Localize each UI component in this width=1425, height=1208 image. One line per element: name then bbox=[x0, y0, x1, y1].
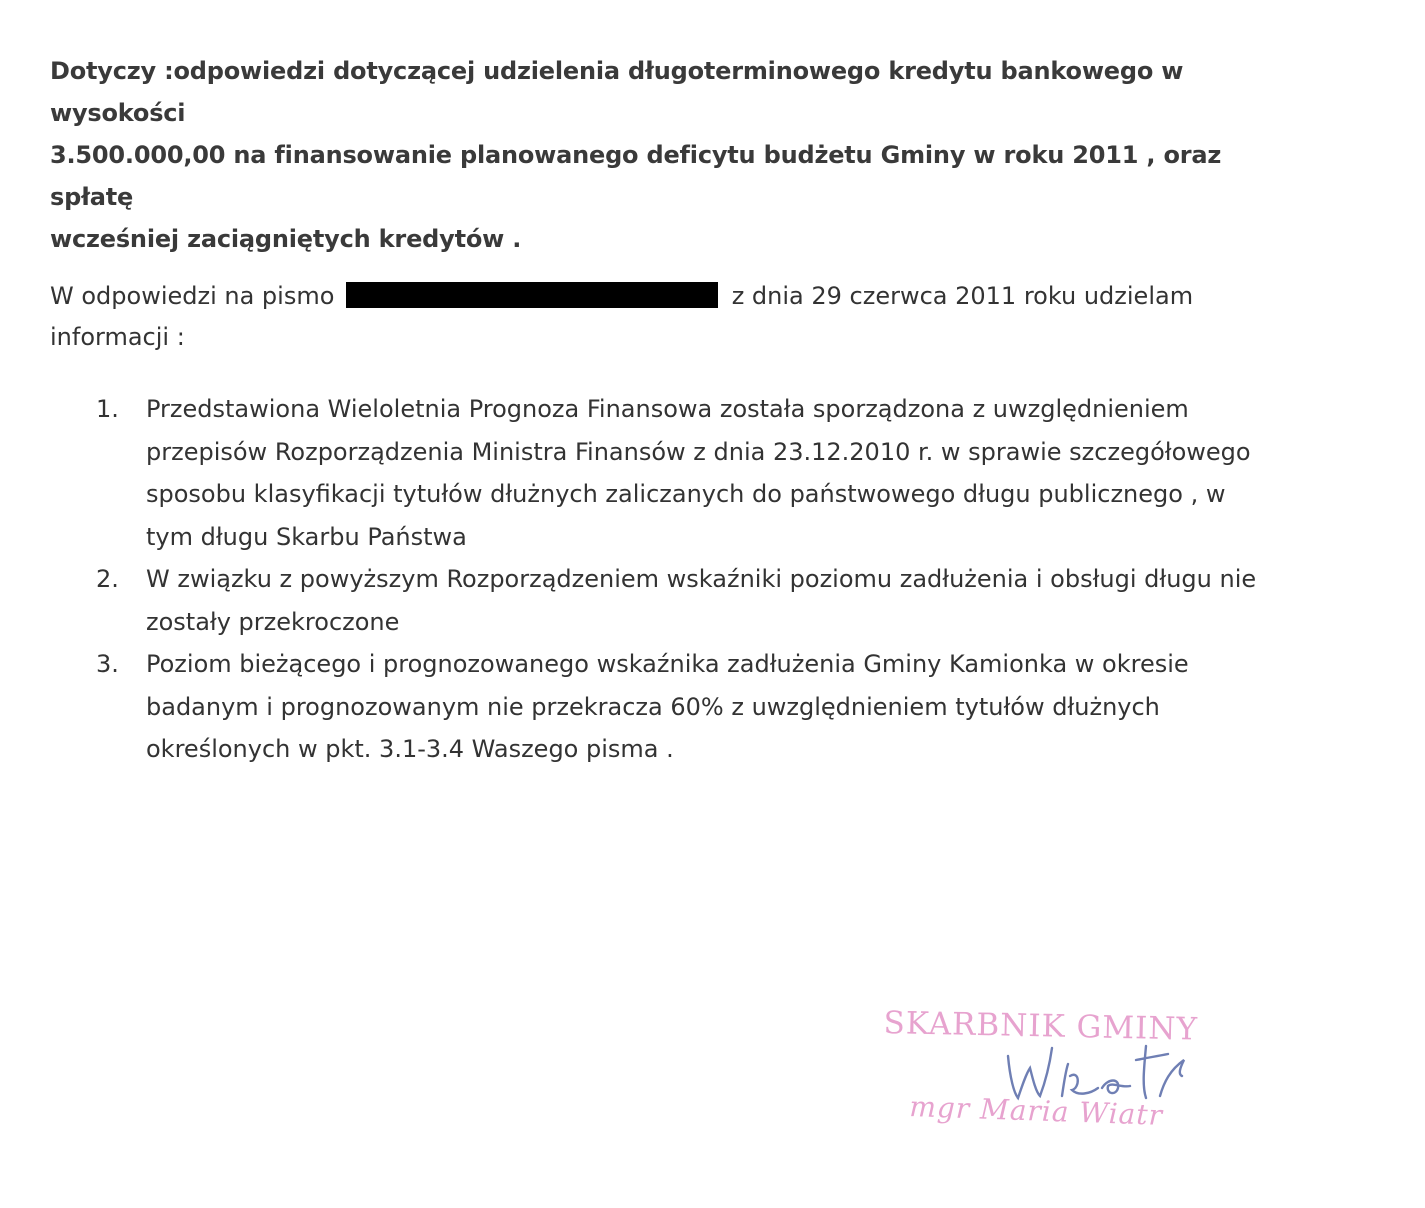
list-item-line: zostały przekroczone bbox=[146, 607, 400, 636]
numbered-list bbox=[96, 388, 1316, 771]
document-subject bbox=[50, 50, 1310, 260]
list-item-line: przepisów Rozporządzenia Ministra Finansów z dnia 23.12.2010 r. w sprawie szczegółowego bbox=[146, 437, 1251, 466]
list-item-line: określonych w pkt. 3.1-3.4 Waszego pisma . bbox=[146, 735, 674, 763]
intro-line-1 bbox=[50, 276, 1300, 317]
intro-text-before-redaction: W odpowiedzi na pismo bbox=[50, 282, 335, 310]
stamp-name: mgr Maria Wiatr bbox=[908, 1090, 1164, 1132]
list-item-line: tym długu Skarbu Państwa bbox=[146, 522, 467, 551]
list-item-number: 3. bbox=[96, 650, 119, 678]
stamp-title: SKARBNIK GMINY bbox=[883, 1005, 1199, 1048]
list-item-line: Poziom bieżącego i prognozowanego wskaźnika zadłużenia Gminy Kamionka w okresie bbox=[146, 650, 1189, 678]
subject-line-1: Dotyczy :odpowiedzi dotyczącej udzielenia długoterminowego kredytu bankowego w wysokości bbox=[50, 57, 1184, 127]
list-item-line: sposobu klasyfikacji tytułów dłużnych zaliczanych do państwowego długu publicznego , w bbox=[146, 480, 1226, 508]
intro-paragraph bbox=[50, 276, 1300, 358]
subject-line-3: wcześniej zaciągniętych kredytów . bbox=[50, 225, 522, 253]
intro-line-2: informacji : bbox=[50, 323, 185, 351]
list-item bbox=[96, 643, 1316, 771]
list-item-number: 2. bbox=[96, 565, 119, 593]
intro-text-after-redaction: z dnia 29 czerwca 2011 roku udzielam bbox=[731, 282, 1194, 310]
list-item-line: W związku z powyższym Rozporządzeniem wskaźniki poziomu zadłużenia i obsługi długu nie bbox=[146, 565, 1257, 593]
list-item-number: 1. bbox=[96, 395, 119, 423]
list-item bbox=[96, 558, 1316, 643]
list-item-line: badanym i prognozowanym nie przekracza 60% z uwzględnieniem tytułów dłużnych bbox=[146, 692, 1160, 721]
list-item-line: Przedstawiona Wieloletnia Prognoza Finansowa została sporządzona z uwzględnieniem bbox=[146, 395, 1189, 423]
subject-line-2: 3.500.000,00 na finansowanie planowanego deficytu budżetu Gminy w roku 2011 , oraz spłatę bbox=[50, 141, 1222, 211]
list-item bbox=[96, 388, 1316, 558]
redaction-bar bbox=[346, 282, 718, 308]
official-stamp bbox=[880, 1000, 1260, 1150]
